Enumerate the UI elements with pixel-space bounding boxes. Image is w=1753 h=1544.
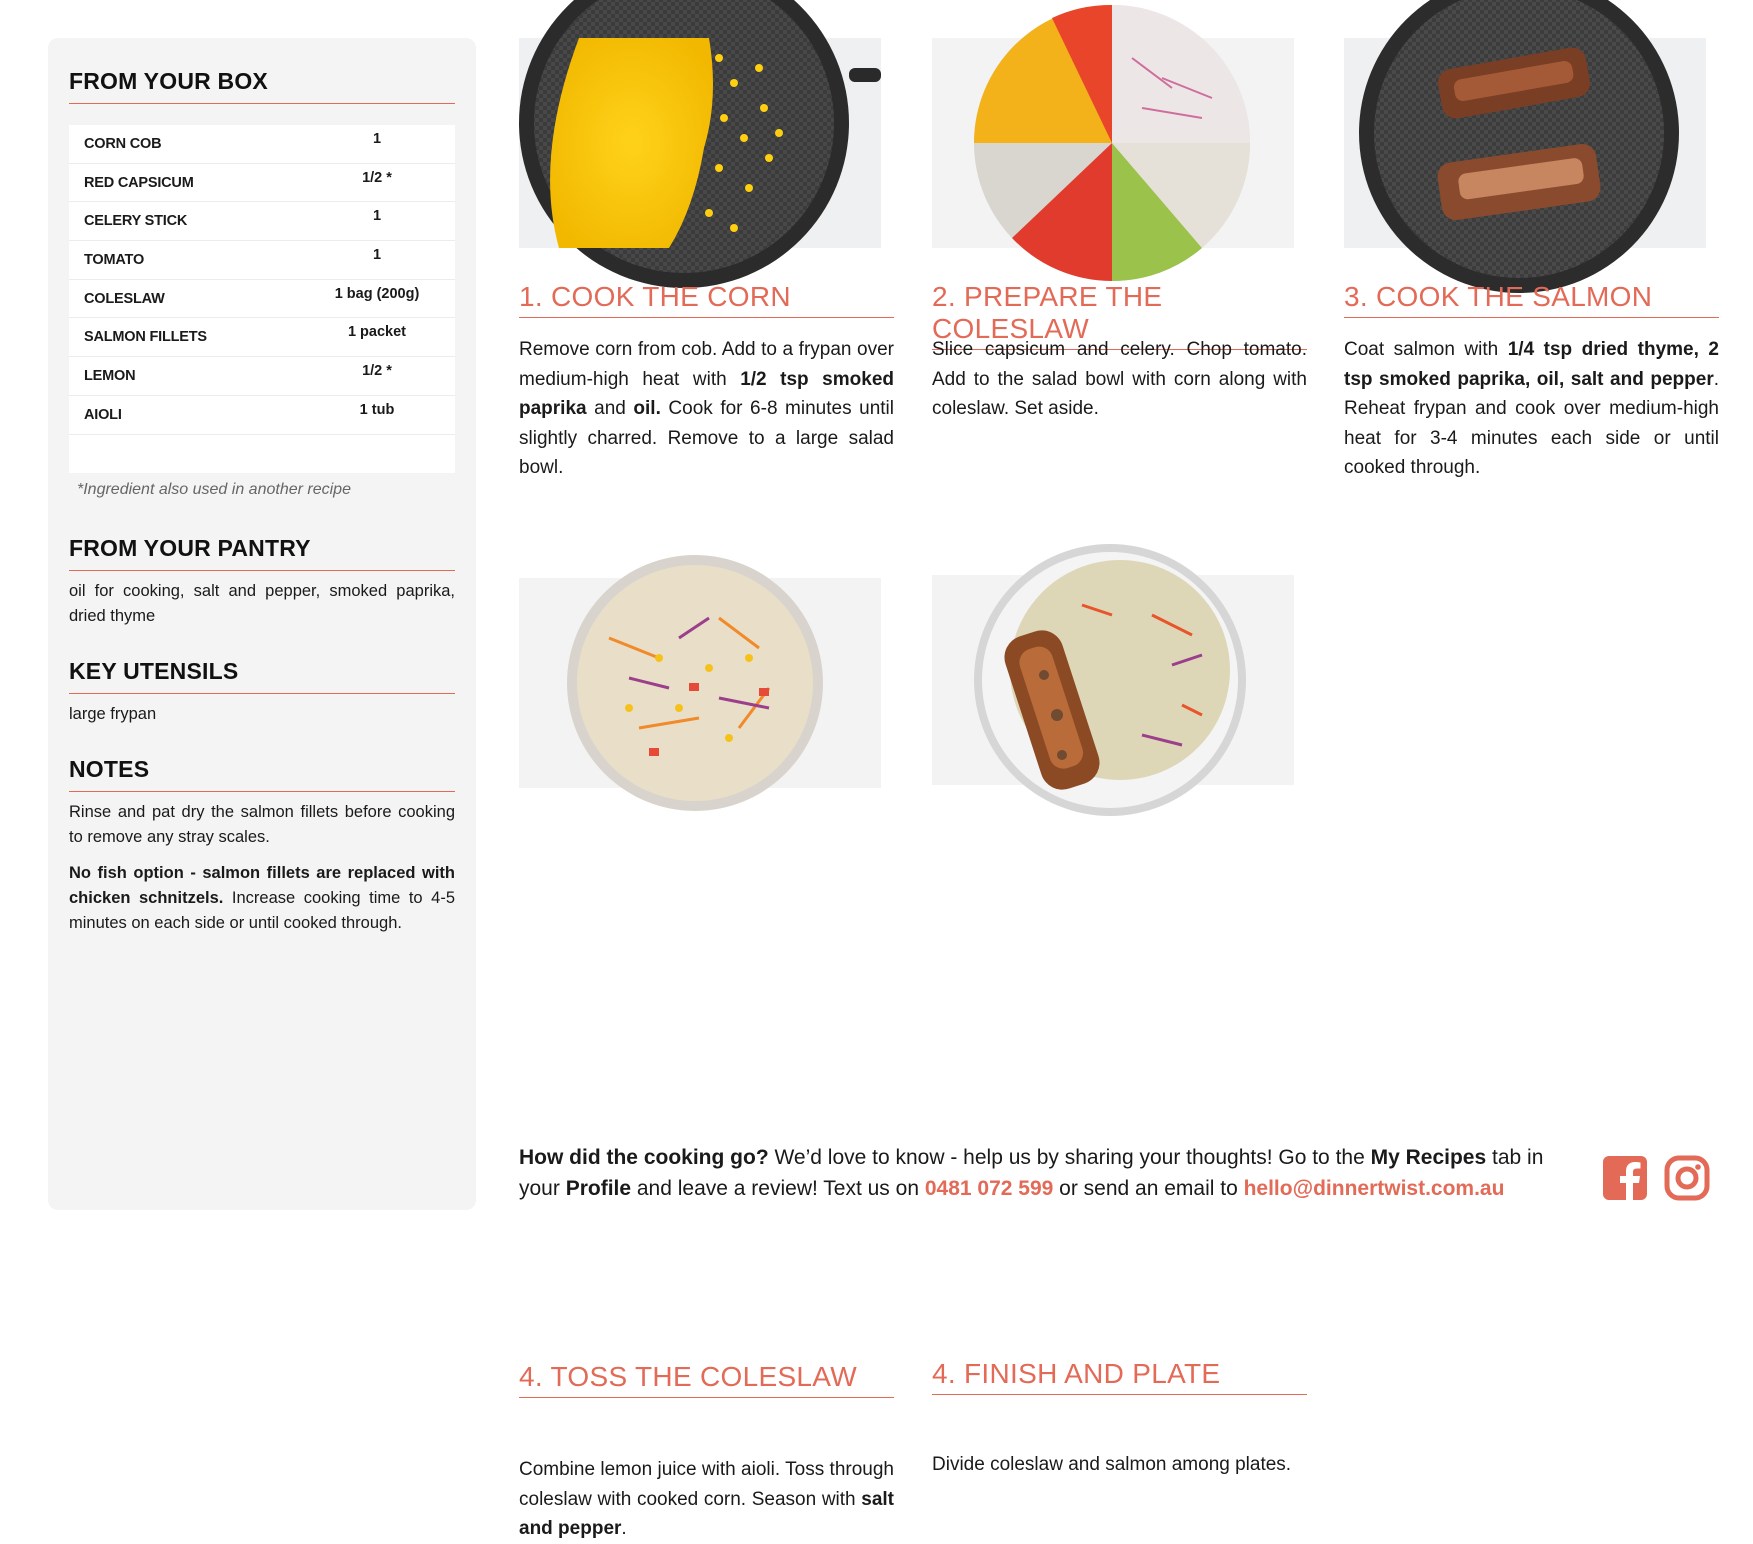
ingredient-row-empty	[69, 435, 455, 474]
step-1-photo	[519, 38, 881, 248]
from-your-pantry-heading: FROM YOUR PANTRY	[69, 535, 455, 571]
ingredient-qty: 1	[372, 246, 382, 263]
step-1-text-bold: 1/2 tsp smoked paprika	[519, 368, 894, 419]
ingredient-row	[69, 241, 455, 280]
ingredient-qty: 1/2 *	[362, 362, 392, 379]
my-recipes-label: My Recipes	[1370, 1146, 1487, 1169]
step-5-title: 4. FINISH AND PLATE	[932, 1358, 1307, 1395]
ingredient-name: AIOLI	[84, 406, 122, 423]
key-utensils-heading: KEY UTENSILS	[69, 658, 455, 694]
email-link[interactable]: hello@dinnertwist.com.au	[1243, 1177, 1505, 1200]
ingredient-qty: 1	[372, 208, 382, 225]
step-4-text-part: Combine lemon juice with aioli. Toss through coleslaw with cooked corn. Season with	[519, 1459, 894, 1510]
step-3-text-part: Coat salmon with	[1344, 339, 1508, 360]
feedback-text-part: and leave a review! Text us on	[631, 1177, 925, 1200]
no-fish-note-rest: Increase cooking time to 4-5 minutes on each side or until cooked through.	[69, 889, 455, 932]
ingredient-footnote: *Ingredient also used in another recipe	[77, 481, 351, 498]
ingredient-qty: 1	[372, 130, 382, 147]
no-fish-note-bold: No fish option - salmon fillets are replaced with chicken schnitzels.	[69, 864, 455, 907]
step-1-text-part: Remove corn from cob. Add to a frypan over medium-high heat with	[519, 339, 894, 390]
feedback-question: How did the cooking go?	[519, 1146, 769, 1169]
ingredient-row	[69, 318, 455, 357]
ingredient-qty: 1/2 *	[362, 169, 392, 186]
ingredients-panel	[48, 38, 476, 1210]
step-5-text: Divide coleslaw and salmon among plates.	[932, 1454, 1292, 1475]
step-1-text-bold: oil.	[633, 398, 661, 419]
ingredient-name: RED CAPSICUM	[84, 174, 194, 191]
ingredient-row	[69, 202, 455, 241]
step-3-photo	[1344, 38, 1706, 248]
step-2-photo	[932, 38, 1294, 248]
ingredient-qty: 1 packet	[347, 324, 407, 341]
step-3-title: 3. COOK THE SALMON	[1344, 281, 1719, 318]
ingredient-name: LEMON	[84, 367, 136, 384]
ingredient-name: COLESLAW	[84, 290, 165, 307]
step-1-text-part: and	[586, 398, 634, 419]
notes-text: Rinse and pat dry the salmon fillets before cooking to remove any stray scales.	[69, 803, 455, 846]
facebook-icon[interactable]	[1602, 1155, 1648, 1201]
ingredient-name: CELERY STICK	[84, 213, 188, 230]
pantry-text: oil for cooking, salt and pepper, smoked paprika, dried thyme	[69, 582, 455, 625]
step-5-photo	[932, 575, 1294, 785]
ingredient-row	[69, 125, 455, 164]
ingredient-name: TOMATO	[84, 251, 145, 268]
utensils-text: large frypan	[69, 705, 157, 723]
step-3-text-bold: 1/4 tsp dried thyme, 2 tsp smoked paprika, oil, salt and pepper	[1344, 339, 1719, 390]
feedback-text-part: or send an email to	[1053, 1177, 1244, 1200]
ingredient-qty: 1 bag (200g)	[334, 285, 420, 302]
feedback-text	[519, 1142, 1584, 1204]
step-4-text-bold: salt and pepper	[519, 1488, 894, 1539]
instagram-icon[interactable]	[1664, 1155, 1710, 1201]
step-1-text-part: Cook for 6-8 minutes until slightly charred. Remove to a large salad bowl.	[519, 398, 894, 478]
notes-heading: NOTES	[69, 756, 455, 792]
profile-label: Profile	[565, 1177, 632, 1200]
ingredient-row	[69, 280, 455, 319]
step-3-text-part: . Reheat frypan and cook over medium-high heat for 3-4 minutes each side or until cooked through.	[1344, 368, 1719, 478]
step-1-text	[519, 335, 894, 483]
step-2-title: 2. PREPARE THE COLESLAW	[932, 281, 1307, 350]
step-4-text	[519, 1455, 894, 1544]
ingredients-table	[69, 125, 455, 473]
step-4-text-part: .	[621, 1518, 627, 1539]
step-1-title: 1. COOK THE CORN	[519, 281, 894, 318]
from-your-box-heading: FROM YOUR BOX	[69, 68, 455, 104]
ingredient-name: CORN COB	[84, 135, 162, 152]
ingredient-row	[69, 164, 455, 203]
phone-link[interactable]: 0481 072 599	[924, 1177, 1054, 1200]
feedback-text-part: We’d love to know - help us by sharing your thoughts! Go to the	[768, 1146, 1371, 1169]
step-2-text: Slice capsicum and celery. Chop tomato. Add to the salad bowl with corn along with coleslaw. Set aside.	[932, 339, 1307, 419]
feedback-text-part: tab in your	[519, 1146, 1544, 1200]
step-3-text	[1344, 335, 1719, 483]
ingredient-row	[69, 396, 455, 435]
ingredient-name: SALMON FILLETS	[84, 329, 207, 346]
no-fish-note	[69, 861, 455, 936]
step-4-photo	[519, 578, 881, 788]
step-4-title: 4. TOSS THE COLESLAW	[519, 1361, 894, 1398]
ingredient-qty: 1 tub	[359, 401, 395, 418]
ingredient-row	[69, 357, 455, 396]
